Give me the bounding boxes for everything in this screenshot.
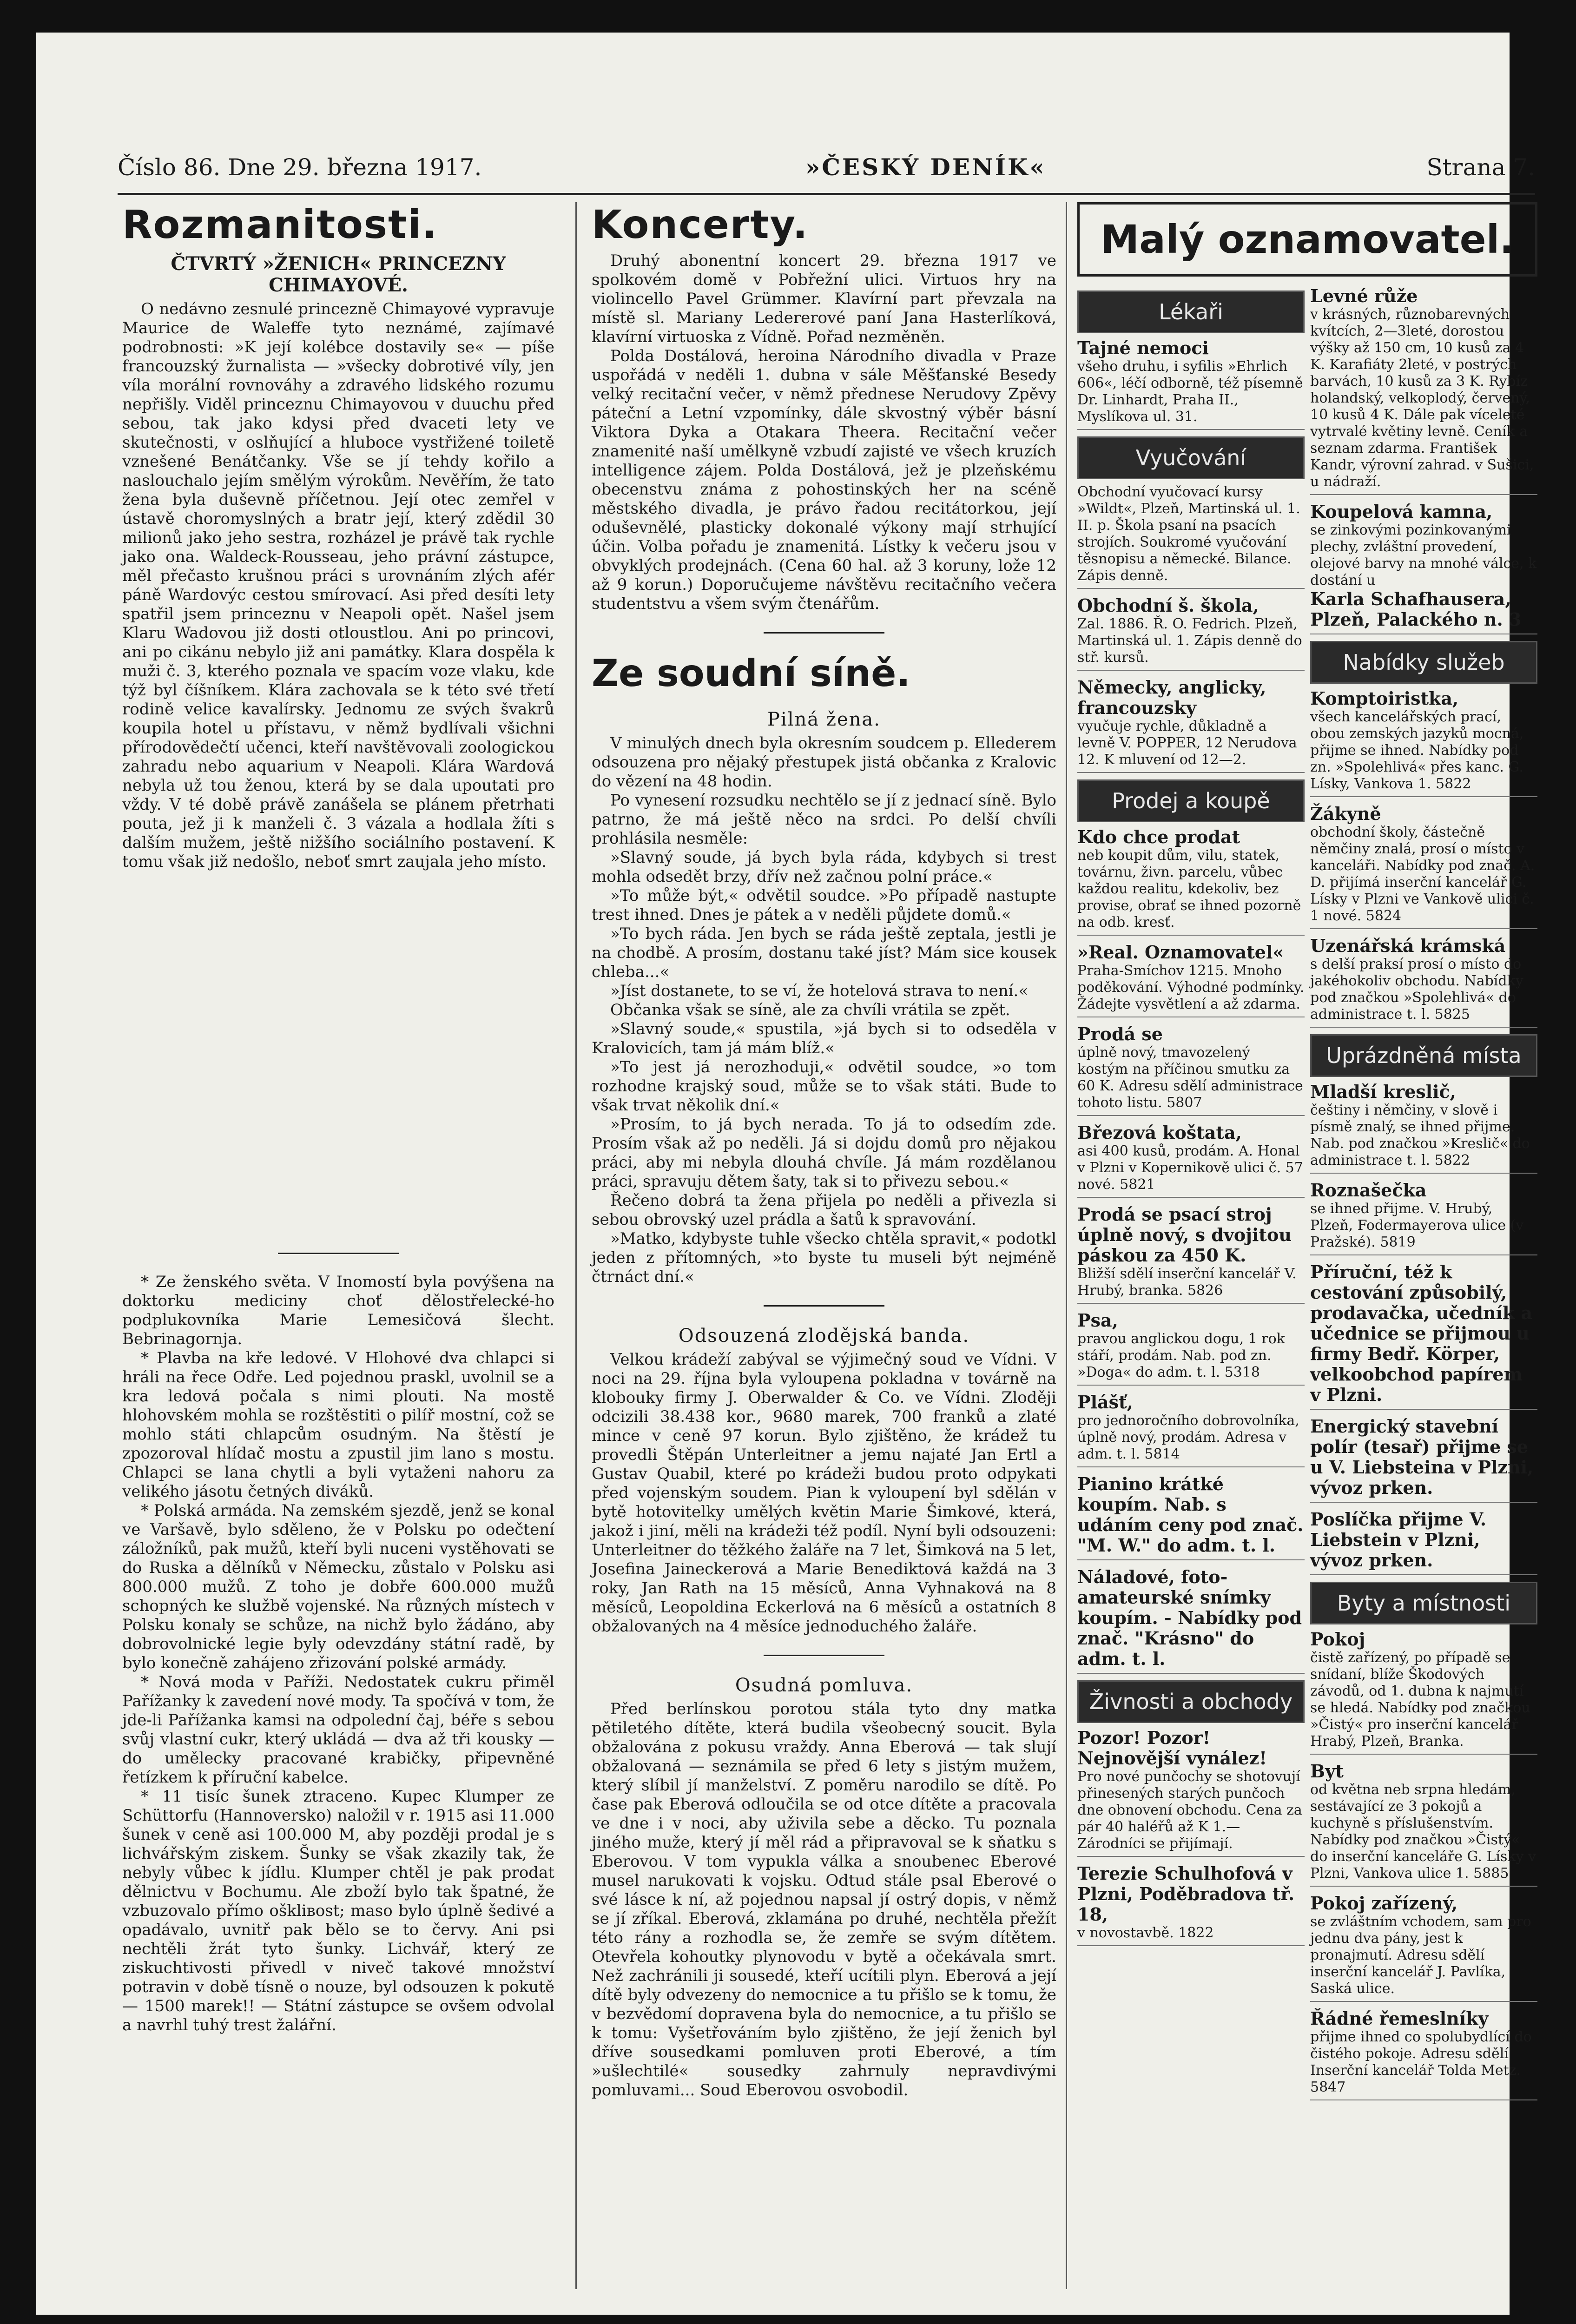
article-paragraph: Po vynesení rozsudku nechtělo se jí z jednací síně. Bylo patrno, že má ještě něco na srdci. Po delší chvíli prohlásila nesměle: bbox=[592, 791, 1056, 848]
classified-ad bbox=[1077, 1310, 1305, 1386]
ad-title: Terezie Schulhofová v Plzni, Poděbradova tř. 18, bbox=[1077, 1863, 1295, 1925]
classified-ad bbox=[1310, 286, 1537, 495]
section-heading: Rozmanitosti. bbox=[122, 202, 438, 247]
article-paragraph: »To jest já nerozhoduji,« odvětil soudce, »o tom rozhodne krajský soud, může se to však státi. Bude to však trvat několik dní.« bbox=[592, 1058, 1056, 1115]
news-item: * Nová moda v Paříži. Nedostatek cukru přiměl Pařížanky k zavedení nové mody. Ta spočívá v tom, že jde-li Pařížanka kamsi na odpolední čaj, béře s sebou svůj vlastní cukr, který ukládá — dva až tři kousky — do umělecky pracované krabičky, připevněné řetízkem k příruční kabelce. bbox=[122, 1673, 554, 1787]
ad-body: v novostavbě. 1822 bbox=[1077, 1925, 1214, 1941]
article-paragraph: »Matko, kdybyste tuhle všecko chtěla spravit,« podotkl jeden z přítomných, »to byste tu museli být nejméně čtrnáct dní.« bbox=[592, 1229, 1056, 1286]
article-paragraph: Velkou krádeží zabýval se výjimečný soud ve Vídni. V noci na 29. října byla vyloupena pokladna v továrně na klobouky firmy J. Oberwalder & Co. ve Vídni. Zloději odcizili 38.438 kor., 9680 marek, 700 franků a zlaté mince v ceně 97 korun. Bylo zjištěno, že krádež tu provedli Štěpán Unterleitner a jemu najaté Jan Ertl a Gustav Quabil, které po krádeži budou proto odpykati před vojenským soudem. Pian k vyloupení byl sdělán v bytě hotovitelky umělých květin Marie Šimkové, která, jakož i jiní, měli na krádeži též podíl. Nyní byli odsouzeni: Unterleitner do těžkého žaláře na 7 let, Šimková na 5 let, Josefina Jaineckerová a Marie Benediktová každá na 3 roky, Jan Rath na 15 měsíců, Anna Vyhnaková na 8 měsíců, Leopoldina Eckerlová na 6 měsíců a ostatních 8 obžalovaných na 4 měsíce jednoduchého žaláře. bbox=[592, 1350, 1056, 1636]
column-concerts-court bbox=[592, 202, 1056, 2289]
article-headline: Odsouzená zlodějská banda. bbox=[678, 1325, 970, 1347]
column-classifieds bbox=[1077, 202, 1537, 2289]
article-paragraph: »To může být,« odvětil soudce. »Po případě nastupte trest ihned. Dnes je pátek a v neděli půjdete domů.« bbox=[592, 886, 1056, 924]
divider bbox=[764, 1305, 884, 1307]
ad-title: Nejnovější vynález! bbox=[1077, 1748, 1267, 1769]
ad-body: všeho druhu, i syfilis »Ehrlich 606«, léčí odborně, též písemně Dr. Linhardt, Praha II., Myslíkova ul. 31. bbox=[1077, 358, 1303, 425]
ad-title: Náladové, foto-amateurské snímky koupím. - Nabídky pod znač. "Krásno" do adm. t. l. bbox=[1077, 1566, 1302, 1669]
article-paragraph: V minulých dnech byla okresním soudcem p. Ellederem odsouzena pro nějaký přestupek jistá občanka z Kralovic do vězení na 48 hodin. bbox=[592, 734, 1056, 791]
classified-ad bbox=[1310, 1416, 1537, 1503]
ad-body: čistě zařízený, po případě se snídaní, blíže Škodových závodů, od 1. dubna k najmutí se hledá. Nabídky pod značkou »Čistý« pro inserční kancelář Hrabý, Plzeň, Branka. bbox=[1310, 1650, 1530, 1750]
classified-ad bbox=[1310, 936, 1537, 1028]
classified-ad bbox=[1310, 1761, 1537, 1887]
blank-space bbox=[122, 872, 554, 1234]
category-tab-trades: Živnosti a obchody bbox=[1077, 1680, 1305, 1723]
classified-ad bbox=[1310, 1262, 1537, 1410]
ad-title: Březová koštata, bbox=[1077, 1122, 1242, 1143]
classifieds-right bbox=[1310, 286, 1537, 2107]
classifieds-grid bbox=[1077, 286, 1537, 2107]
ad-body: asi 400 kusů, prodám. A. Honal v Plzni v Kopernikově ulici č. 57 nové. 5821 bbox=[1077, 1143, 1303, 1193]
ad-body: pravou anglickou dogu, 1 rok stáří, prodám. Nab. pod zn. »Doga« do adm. t. l. 5318 bbox=[1077, 1331, 1285, 1380]
article-paragraph: »To bych ráda. Jen bych se ráda ještě zeptala, jestli je na chodbě. A prosím, dostanu také jíst? Mám sice kousek chleba...« bbox=[592, 924, 1056, 981]
newspaper-page bbox=[36, 33, 1537, 2315]
ad-body: Bližší sdělí inserční kancelář V. Hrubý, branka. 5826 bbox=[1077, 1266, 1297, 1299]
classifieds-title: Malý oznamovatel. bbox=[1077, 202, 1537, 277]
classified-ad bbox=[1310, 1629, 1537, 1755]
article-headline: Osudná pomluva. bbox=[735, 1675, 913, 1696]
news-item: * Polská armáda. Na zemském sjezdě, jenž se konal ve Varšavě, bylo sděleno, že v Polsku po odečtení záložníků, pak mužů, kteří byli nuceni vystěhovati se do Ruska a dělníků v Německu, zůstalo v Polsku asi 800.000 mužů. Z toho je dobře 600.000 mužů schopných ke službě vojenské. Na různých místech v Polsku konaly se schůze, na nichž bylo žádáno, aby dobrovolnické legie byly odevzdány státní radě, by bylo konečně zahájeno zřizování polské armády. bbox=[122, 1501, 554, 1672]
classified-ad bbox=[1077, 942, 1305, 1017]
classified-ad bbox=[1310, 1893, 1537, 2002]
classified-ad bbox=[1077, 1024, 1305, 1116]
classified-ad bbox=[1077, 595, 1305, 671]
article-paragraph: »Jíst dostanete, to se ví, že hotelová strava to není.« bbox=[610, 982, 1029, 1000]
classified-ad bbox=[1310, 804, 1537, 929]
article-paragraph: »Slavný soude,« spustila, »já bych si to odseděla v Kralovicích, tam já mám blíž.« bbox=[592, 1020, 1056, 1057]
ad-title: Žákyně bbox=[1310, 803, 1381, 824]
issue-date: Číslo 86. Dne 29. března 1917. bbox=[118, 154, 482, 181]
classified-ad bbox=[1077, 677, 1305, 773]
ad-body: všech kancelářských prací, obou zemských jazyků mocná, přijme se ihned. Nabídky pod zn. »Spolehlivá« přes kanc. G. Lísky, Vankova 1. 5822 bbox=[1310, 709, 1524, 792]
ad-title: Řádné řemeslníky bbox=[1310, 2008, 1489, 2029]
classified-ad bbox=[1310, 1082, 1537, 1174]
ad-body: se zvláštním vchodem, sam pro jednu dva pány, jest k pronajmutí. Adresu sdělí inserční kancelář J. Pavlíka, Saská ulice. bbox=[1310, 1914, 1531, 1997]
ad-title: Uzenářská krámská bbox=[1310, 935, 1506, 956]
ad-title: Kdo chce prodat bbox=[1077, 826, 1240, 847]
ad-body: se ihned přijme. V. Hrubý, Plzeň, Fodermayerova ulice (v Pražské). 5819 bbox=[1310, 1201, 1524, 1250]
classifieds-left bbox=[1077, 286, 1305, 2107]
category-tab-buy-sell: Prodej a koupě bbox=[1077, 779, 1305, 822]
ad-body: se zinkovými pozinkovanými plechy, zvláštní provedení, olejové barvy na mnohé válce, k dostání u bbox=[1310, 522, 1537, 588]
classified-ad bbox=[1310, 2008, 1537, 2100]
classified-ad bbox=[1077, 1204, 1305, 1304]
classified-ad bbox=[1077, 1728, 1305, 1857]
ad-title: Pianino krátké koupím. Nab. s udáním ceny pod znač. "M. W." do adm. t. l. bbox=[1077, 1473, 1304, 1556]
ad-body: od května neb srpna hledám, sestávající ze 3 pokojů a kuchyně s příslušenstvím. Nabídky pod značkou »Čistý« do inserční kanceláře G. Lísky v Plzni, Vankova ulice 1. 5885 bbox=[1310, 1782, 1536, 1882]
ad-body: v krásných, různobarevných kvítcích, 2—3leté, dorostou výšky až 150 cm, 10 kusů za 4 K. Karafiáty 2leté, v postrých barvách, 10 kusů za 3 K. Rybíz holandský, velkoplodý, červený, 10 kusů 4 K. Dále pak víceleté vytrvalé květiny levně. Ceník a seznam zdarma. František Kandr, výrovní zahrad. v Sušici, u nádraží. bbox=[1310, 306, 1534, 490]
masthead-title: »ČESKÝ DENÍK« bbox=[805, 153, 1046, 181]
ad-title: Levné růže bbox=[1310, 285, 1418, 306]
classified-ad bbox=[1077, 484, 1305, 589]
ad-title: Roznašečka bbox=[1310, 1180, 1427, 1201]
category-tab-job-offers: Nabídky služeb bbox=[1310, 641, 1537, 684]
ad-title: Pokoj zařízený, bbox=[1310, 1893, 1458, 1914]
ad-body: Zal. 1886. Ř. O. Fedrich. Plzeň, Martinská ul. 1. Zápis denně do stř. kursů. bbox=[1077, 616, 1302, 666]
ad-title: Prodá se psací stroj úplně nový, s dvojitou páskou za 450 K. bbox=[1077, 1204, 1292, 1266]
article-paragraph: »Slavný soude, já bych byla ráda, kdybych si trest mohla odsedět brzy, dřív než začnou polní práce.« bbox=[592, 848, 1056, 886]
ad-body: obchodní školy, částečně němčiny znalá, prosí o místo v kanceláři. Nabídky pod znač. A. D. přijímá inserční kancelář G. Lísky v Plzni ve Vankově ulici č. 1 nové. 5824 bbox=[1310, 824, 1535, 924]
classified-ad bbox=[1077, 1567, 1305, 1674]
ad-body: s delší praksí prosí o místo do jakéhokoliv obchodu. Nabídky pod značkou »Spolehlivá« do administrace t. l. 5825 bbox=[1310, 956, 1523, 1023]
divider bbox=[278, 1253, 399, 1254]
article-paragraph: Před berlínskou porotou stála tyto dny matka pětiletého dítěte, která budila všeobecný soucit. Byla obžalována z pokusu vraždy. Anna Eberová — tak slují obžalovaná — seznámila se před 6 lety s jistým mužem, který slíbil jí manželství. Z poměru narodilo se dítě. Po čase pak Eberová odloučila se od otce dítěte a pracovala ve dne i v noci, aby uživila sebe a děcko. Tu poznala jiného muže, který jí měl rád a připravoval se k sňatku s Eberovou. V tom vypukla válka a snoubenec Eberové musel narukovati k vojsku. Odtud stále psal Eberové o své lásce k ní, až pojednou napsal jí ostrý dopis, v němž se jí zříkal. Eberová, zklamána po druhé, nechtěla přežít této rány a rozhodla se, že zemře se svým dítětem. Otevřela kohoutky plynovodu v bytě a očekávala smrt. Než zachránili ji sousedé, kteří ucítili plyn. Eberová a její dítě byly odvezeny do nemocnice a tu přišlo se k tomu, že v bezvědomí dopravena byla do nemocnice, a tu přišlo se k tomu: Vyšetřováním bylo zjištěno, že její ženich byl dříve sousedkami pomluven proti Eberové, a tím »ušlechtilé« sousedky zahrnuly nepravdivými pomluvami... Soud Eberovou osvobodil. bbox=[592, 1700, 1056, 2100]
category-tab-housing: Byty a místnosti bbox=[1310, 1582, 1537, 1624]
divider bbox=[764, 632, 884, 634]
article-paragraph: Polda Dostálová, heroina Národního divadla v Praze uspořádá v neděli 1. dubna v sále Měšťanské Besedy velký recitační večer, v němž přednese Nerudovy Zpěvy páteční a Letní vzpomínky, dále skvostný výběr básní Viktora Dyka a Otakara Theera. Recitační večer znamenité naší umělkyně vzbudí zajisté ve všech kruzích intelligence zájem. Polda Dostálová, jež je plzeňskému obecenstvu známa z pohostinských her na scéně městského divadla, je právo řadou recitátorkou, její oduševnělé, plasticky dokonalé výkony mají strhující účin. Volba pořadu je znamenitá. Lístky k večeru jsou v obvyklých prodejnách. (Cena 60 hal. až 3 koruny, lože 12 až 9 korun.) Doporučujeme návštěvu recitačního večera studentstvu a všem svým čtenářům. bbox=[592, 347, 1056, 613]
ad-title: Prodá se bbox=[1077, 1023, 1163, 1044]
classified-ad bbox=[1077, 1474, 1305, 1560]
ad-body: Praha-Smíchov 1215. Mnoho poděkování. Výhodné podmínky. Žádejte vysvětlení a až zdarma. bbox=[1077, 963, 1305, 1012]
article-paragraph: Druhý abonentní koncert 29. března 1917 ve spolkovém domě v Pobřežní ulici. Virtuos hry na violincello Pavel Grümmer. Klavírní part převzala na místě sl. Mariany Ledererové paní Jana Hasterlíková, klavírní virtuoska z Vídně. Pořad nezměněn. bbox=[592, 251, 1056, 346]
column-miscellany bbox=[122, 202, 554, 2289]
ad-title: Poslíčka přijme V. Liebstein v Plzni, vývoz prken. bbox=[1310, 1509, 1486, 1571]
ad-title: »Real. Oznamovatel« bbox=[1077, 942, 1284, 963]
classified-ad bbox=[1310, 502, 1537, 634]
classified-ad bbox=[1310, 1509, 1537, 1575]
classified-ad bbox=[1077, 338, 1305, 430]
ad-title: Pokoj bbox=[1310, 1629, 1365, 1650]
news-item: * 11 tisíc šunek ztraceno. Kupec Klumper ze Schüttorfu (Hannoversko) naložil v r. 1915 asi 11.000 šunek v ceně asi 100.000 M, aby později prodal je s lichvářským ziskem. Šunky se však zkazily tak, že nebyly vůbec k jídlu. Klumper chtěl je pak prodat dělnictvu v Bochumu. Ale zboží bylo tak špatné, že vzbuzovalo přímo oškliвost; maso bylo úplně šedivé a opadávalo, uvnitř pak bělo se to červy. Ani psi nechtěli žrát tyto šunky. Lichvář, který ze ziskuchtivosti přivedl v niveč takové množství potravin v době tísně o nouze, byl odsouzen k pokutě — 1500 marek!! — Státní zástupce se ovšem odvolal a navrhl tuhý trest žalářní. bbox=[122, 1787, 554, 2034]
ad-title: Byt bbox=[1310, 1761, 1344, 1782]
article-paragraph: O nedávno zesnulé princezně Chimayové vypravuje Maurice de Waleffe tyto neznámé, zajímavé podrobnosti: »K její kolébce dostavily se« — píše francouzský žurnalista — »všecky dobrotivé víly, jen víla morální rovnováhy a zdravého lidského rozumu nepřišly. Viděl princeznu Chimayovou v duuchu před sebou, tak jako kdysi před dvaceti lety ve skutečnosti, v oslňující a hluboce vystřižené toiletě vznešené Benátčanky. Vše se jí tehdy kořilo a naslouchalo jejím smělým výrokům. Nevěřím, že tato žena byla duševně příčetnou. Její otec zemřel v ústavě choromyslných a bratr její, který zdědil 30 milionů jako jeho sestra, rozházel je právě tak rychle jako ona. Waldeck-Rousseau, jeho právní zástupce, měl přečasto krušnou práci s urovnáním zlých afér páně Wardovýc cestou smírovací. Asi před desíti lety spatřil jsem princeznu v Neapoli opět. Našel jsem Klaru Wadovou již dosti otloustlou. Ani po princovi, ani po cikánu nebylo již ani památky. Klara dospěla k muži č. 3, kterého poznala ve spacím voze vlaku, kde týž byl číšníkem. Klára zachovala se k této své třetí rodině velice kavalírsky. Jednomu ze svých švakrů koupila hotel u přístavu, v němž bydlívali všichni přírodovědečtí učenci, kteří navštěvovali zoologickou zahradu nebo aquarium v Neapoli. Klára Wardová nebyla už tou ženou, která by se dala upoutati pro vždy. V té době právě zanášela se plánem přetrhati pouta, jež ji k manželi č. 3 vázala a hodlala žíti s dalším mužem, ještě nižšího sociálního postavení. K tomu však již nedošlo, neboť smrt zaujala jeho místo. bbox=[122, 300, 554, 871]
ad-title: Energický stavební polír (tesař) přijme se u V. Liebsteina v Plzni, vývoz prken. bbox=[1310, 1416, 1534, 1498]
ad-body: přijme ihned co spolubydlící do čistého pokoje. Adresu sdělí Inserční kancelář Tolda Metz. 5847 bbox=[1310, 2029, 1532, 2095]
ad-title: Pozor! Pozor! bbox=[1077, 1727, 1211, 1748]
ad-title: Psa, bbox=[1077, 1310, 1118, 1331]
ad-title: Německy, anglicky, francouzsky bbox=[1077, 677, 1266, 718]
news-item: * Plavba na kře ledové. V Hlohové dva chlapci si hráli na řece Odře. Led pojednou praskl, uvolnil se a kra ledová počala s nimi plouti. Na mostě hlohovském mohla se rozštěstiti o pilíř mostní, což se mohlo státi chlapcům osudným. Na štěstí je zpozoroval hlídač mostu a zpustil jim lano s mostu. Chlapci se lana chytli a byli vytaženi nahoru za velikého jásotu četných diváků. bbox=[122, 1349, 554, 1501]
category-tab-doctors: Lékaři bbox=[1077, 290, 1305, 333]
ad-title: Koupelová kamna, bbox=[1310, 501, 1493, 522]
category-tab-teaching: Vyučování bbox=[1077, 436, 1305, 479]
ad-body: Pro nové punčochy se shotovují přinesených starých punčoch dne obnovení obchodu. Cena za pár 40 haléřů až K 1.— Zárodníci se přijímají. bbox=[1077, 1769, 1302, 1852]
page-folio bbox=[118, 146, 1535, 188]
ad-body: pro jednoročního dobrovolníka, úplně nový, prodám. Adresa v adm. t. l. 5814 bbox=[1077, 1413, 1299, 1462]
ad-body: češtiny i němčiny, v slově i písmě znalý, se ihned přijme. Nab. pod značkou »Kreslič« do administrace t. l. 5822 bbox=[1310, 1102, 1530, 1169]
section-heading: Ze soudní síně. bbox=[592, 652, 910, 695]
classified-ad bbox=[1077, 1392, 1305, 1467]
page-number: Strana 7. bbox=[1426, 154, 1535, 181]
article-paragraph: »Prosím, to já bych nerada. To já to odsedím zde. Prosím však až po neděli. Já si dojdu domů pro nějakou práci, aby mi nebyla dlouhá chvíle. Já mám rozdělanou práci, spravuju dětem šaty, tak si to přivezu sebou.« bbox=[592, 1115, 1056, 1191]
ad-body: Obchodní vyučovací kursy »Wildt«, Plzeň, Martinská ul. 1. II. p. Škola psaní na psacích strojích. Soukromé vyučování těsnopisu a německé. Bilance. Zápis denně. bbox=[1077, 484, 1300, 584]
ad-title: Tajné nemoci bbox=[1077, 337, 1209, 358]
article-headline: ČTVRTÝ »ŽENICH« PRINCEZNY CHIMAYOVÉ. bbox=[171, 253, 506, 296]
ad-body: neb koupit dům, vilu, statek, továrnu, živn. parcelu, vůbec každou realitu, kdekoliv, bez provise, obrať se ihned pozorně na odb. kresť. bbox=[1077, 847, 1301, 931]
ad-title: Obchodní š. škola, bbox=[1077, 595, 1259, 616]
classified-ad bbox=[1077, 1122, 1305, 1198]
classified-ad bbox=[1310, 1180, 1537, 1255]
section-heading: Koncerty. bbox=[592, 202, 809, 247]
ad-title: Komptoiristka, bbox=[1310, 688, 1459, 709]
ad-title: Karla Schafhausera, Plzeň, Palackého n. 3 bbox=[1310, 588, 1522, 630]
ad-body: úplně nový, tmavozelený kostým na příčinou smutku za 60 K. Adresu sdělí administrace tohoto listu. 5807 bbox=[1077, 1044, 1303, 1111]
ad-title: Mladší kreslič, bbox=[1310, 1081, 1456, 1102]
classified-ad bbox=[1077, 827, 1305, 936]
header-rule bbox=[118, 193, 1535, 195]
column-rule bbox=[1066, 202, 1067, 2289]
article-paragraph: Řečeno dobrá ta žena přijela po neděli a přivezla si sebou obrovský uzel prádla a šatů k spravování. bbox=[592, 1191, 1056, 1229]
news-item: * Ze ženského světa. V Inomostí byla povýšena na doktorku mediciny choť dělostřelecké-ho podplukovníka Marie Lemesičová šlecht. Bebrinagornja. bbox=[122, 1273, 554, 1348]
article-paragraph: Občanka však se síně, ale za chvíli vrátila se zpět. bbox=[610, 1001, 1010, 1019]
classified-ad bbox=[1077, 1863, 1305, 1946]
category-tab-vacancies: Uprázdněná místa bbox=[1310, 1034, 1537, 1077]
ad-body: vyučuje rychle, důkladně a levně V. POPPER, 12 Nerudova 12. K mluvení od 12—2. bbox=[1077, 718, 1297, 768]
ad-title: Příruční, též k cestování způsobilý, prodavačka, učedník a učednice se přijmou u firmy Bedř. Körper, velkoobchod papírem v Plzni. bbox=[1310, 1261, 1533, 1405]
column-rule bbox=[575, 202, 577, 2289]
ad-title: Plášť, bbox=[1077, 1392, 1133, 1413]
article-headline: Pilná žena. bbox=[767, 709, 881, 730]
classified-ad bbox=[1310, 688, 1537, 797]
divider bbox=[764, 1655, 884, 1656]
